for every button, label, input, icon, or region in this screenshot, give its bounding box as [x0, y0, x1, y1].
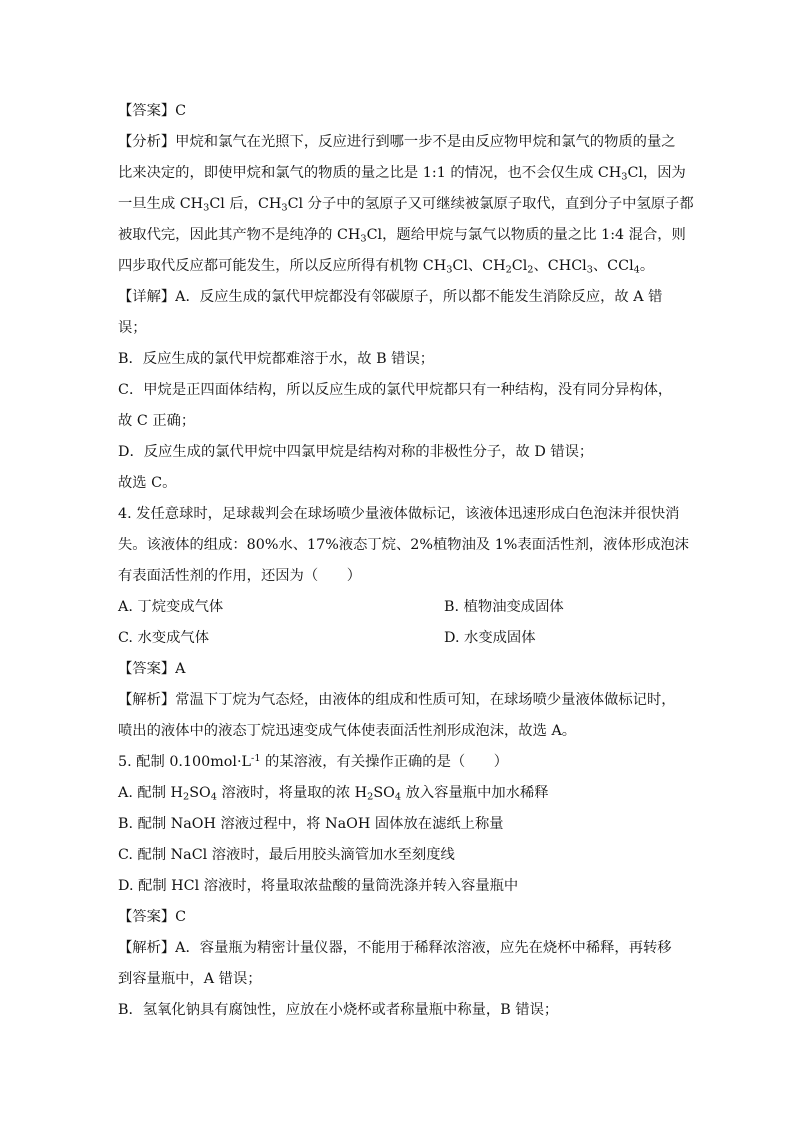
analysis-line: 一旦生成 $CH_3Cl$ 后，$CH_3Cl$ 分子中的氢原子又可继续被氯原子取代，直到分子中氢原子都 — [118, 196, 694, 214]
option-line: D. 配制 HCl 溶液时，将量取浓盐酸的量筒洗涤并转入容量瓶中 — [118, 878, 519, 894]
detail-line: D．反应生成的氯代甲烷中四氯甲烷是结构对称的非极性分子，故 D 错误； — [118, 444, 594, 460]
detail-line: B．反应生成的氯代甲烷都难溶于水，故 B 错误； — [118, 351, 435, 367]
explanation-line: 喷出的液体中的液态丁烷迅速变成气体使表面活性剂形成泡沫，故选 A。 — [118, 723, 577, 739]
explanation-line: 【解析】常温下丁烷为气态烃，由液体的组成和性质可知，在球场喷少量液体做标记时， — [118, 692, 676, 708]
analysis-line: 【分析】甲烷和氯气在光照下，反应进行到哪一步不是由反应物甲烷和氯气的物质的量之 — [118, 134, 676, 150]
option-line: A. 配制 $H_2SO_4$ 溶液时，将量取的浓 $H_2SO_4$ 放入容量瓶中加水稀释 — [118, 785, 549, 803]
option-left: A. 丁烷变成气体 — [118, 599, 224, 615]
option-left: C. 水变成气体 — [118, 630, 210, 646]
detail-line: 故 C 正确； — [118, 413, 196, 429]
explanation-line: 到容量瓶中，A 错误； — [118, 971, 262, 987]
question-line: 5. 配制 $0.100mol\cdot L^{-1}$ 的某溶液，有关操作正确的是（ ） — [118, 753, 509, 770]
question-line: 4. 发任意球时，足球裁判会在球场喷少量液体做标记，该液体迅速形成白色泡沫并很快消 — [118, 506, 680, 522]
option-right: B. 植物油变成固体 — [444, 599, 564, 615]
option-row — [118, 592, 678, 623]
detail-line: 【详解】A．反应生成的氯代甲烷都没有邻碳原子，所以都不能发生消除反应，故 A 错 — [118, 289, 663, 305]
question-line: 有表面活性剂的作用，还因为（ ） — [118, 568, 362, 584]
answer-line: 【答案】C — [118, 103, 187, 119]
analysis-line: 被取代完，因此其产物不是纯净的 $CH_3Cl$，题给甲烷与氯气以物质的量之比 1:4 混合，则 — [118, 227, 686, 245]
detail-line: 误； — [118, 320, 147, 336]
explanation-line: 【解析】A．容量瓶为精密计量仪器，不能用于稀释浓溶液，应先在烧杯中稀释，再转移 — [118, 940, 672, 956]
option-line: C. 配制 NaCl 溶液时，最后用胶头滴管加水至刻度线 — [118, 847, 455, 863]
document-body — [118, 96, 694, 1026]
option-line: B. 配制 NaOH 溶液过程中，将 NaOH 固体放在滤纸上称量 — [118, 816, 504, 832]
analysis-line: 四步取代反应都可能发生，所以反应所得有机物 $CH_3Cl$、$CH_2Cl_2$、CHCl$_3$、CCl$_4$。 — [118, 258, 655, 276]
answer-line: 【答案】C — [118, 909, 187, 925]
analysis-line: 比来决定的，即使甲烷和氯气的物质的量之比是 1:1 的情况，也不会仅生成 $CH_3Cl$，因为 — [118, 165, 686, 183]
explanation-line: B．氢氧化钠具有腐蚀性，应放在小烧杯或者称量瓶中称量，B 错误； — [118, 1002, 559, 1018]
conclusion-line: 故选 C。 — [118, 475, 177, 491]
option-row — [118, 623, 678, 654]
detail-line: C．甲烷是正四面体结构，所以反应生成的氯代甲烷都只有一种结构，没有同分异构体， — [118, 382, 673, 398]
question-line: 失。该液体的组成：80%水、17%液态丁烷、2%植物油及 1%表面活性剂，液体形成泡沫 — [118, 537, 689, 553]
option-right: D. 水变成固体 — [444, 630, 536, 646]
answer-line: 【答案】A — [118, 661, 186, 677]
